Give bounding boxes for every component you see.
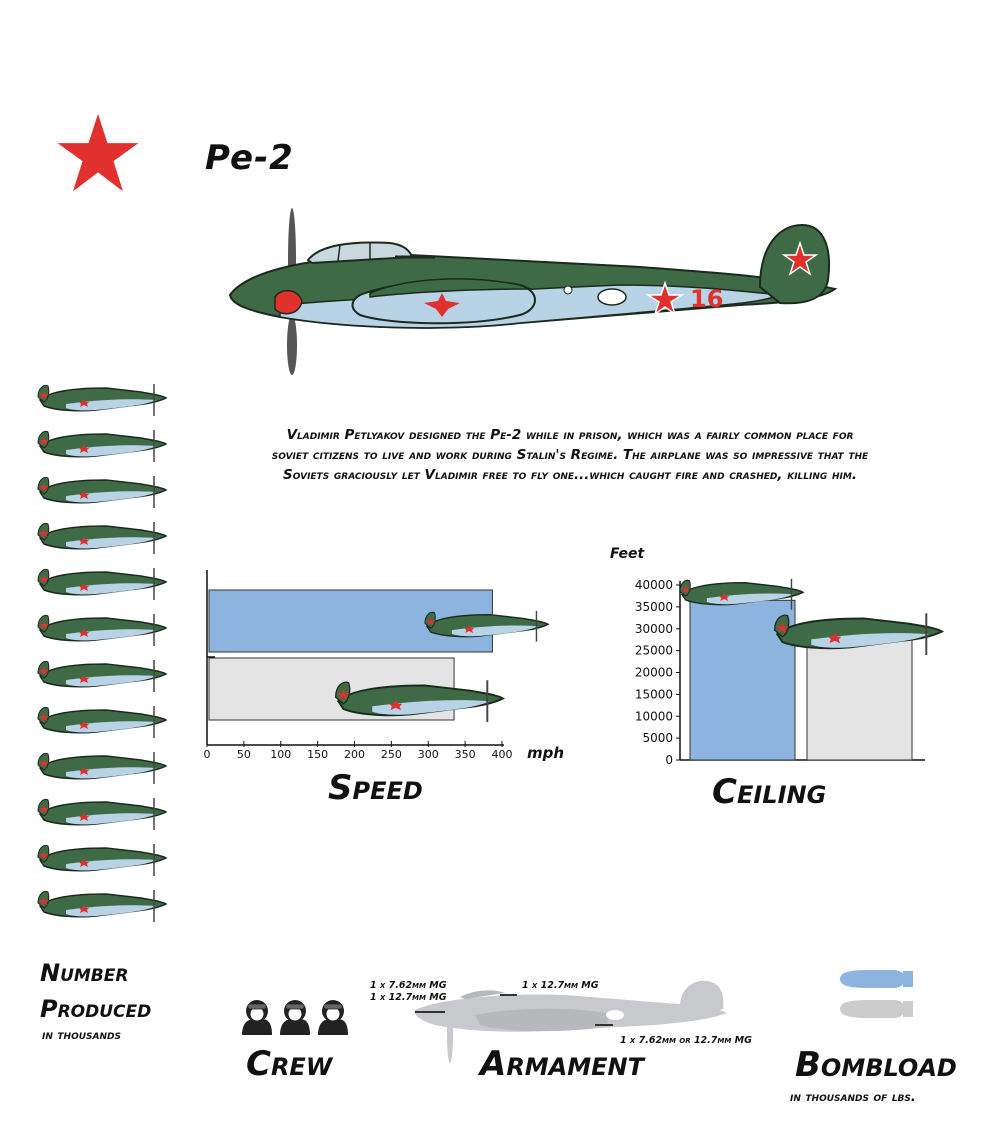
produced-plane-icon bbox=[38, 752, 166, 784]
description bbox=[180, 425, 960, 485]
ceiling-tick-label: 40000 bbox=[634, 578, 673, 592]
number-produced-line-2: Produced bbox=[40, 995, 152, 1023]
description-line-3: Soviets graciously let Vladimir free to fly one...which caught fire and crashed, killing him. bbox=[283, 467, 857, 483]
produced-plane-icon bbox=[38, 660, 166, 692]
produced-plane-icon bbox=[38, 476, 166, 508]
armament-label: Armament bbox=[480, 1044, 644, 1084]
speed-tick-label: 200 bbox=[344, 748, 365, 761]
soviet-star-icon bbox=[55, 112, 141, 194]
pilot-icon bbox=[318, 1000, 348, 1035]
ceiling-chart bbox=[600, 540, 950, 770]
crew-label: Crew bbox=[246, 1044, 333, 1084]
produced-plane-icon bbox=[38, 890, 166, 922]
ceiling-bar bbox=[807, 634, 912, 760]
produced-plane-icon bbox=[38, 430, 166, 462]
ceiling-tick-label: 20000 bbox=[634, 665, 673, 680]
number-produced-line-3: in thousands bbox=[42, 1028, 121, 1043]
page-title: Pe-2 bbox=[205, 138, 294, 178]
pe2-illustration bbox=[220, 205, 850, 375]
speed-tick-label: 300 bbox=[417, 748, 439, 761]
produced-plane-icon bbox=[38, 706, 166, 738]
number-produced-line-1: Number bbox=[40, 959, 129, 987]
ceiling-tick-label: 30000 bbox=[634, 621, 673, 636]
bomb-icon bbox=[840, 970, 913, 988]
speed-tick-label: 150 bbox=[307, 748, 329, 761]
ceiling-chart-title: Ceiling bbox=[712, 772, 827, 812]
description-line-2: soviet citizens to live and work during Stalin's Regime. The airplane was so impressive that the bbox=[271, 447, 869, 463]
crew-icons bbox=[238, 995, 368, 1035]
description-line-1: Vladimir Petlyakov designed the Pe-2 while in prison, which was a fairly common place for bbox=[286, 427, 854, 443]
pilot-icon bbox=[280, 1000, 310, 1035]
ceiling-tick-label: 35000 bbox=[634, 599, 673, 614]
speed-tick-label: 250 bbox=[380, 748, 402, 761]
ceiling-tick-label: 25000 bbox=[634, 643, 673, 658]
armament-note-nose-2: 1 x 12.7mm MG bbox=[370, 992, 447, 1003]
number-produced-icons bbox=[36, 380, 171, 940]
speed-tick-label: 50 bbox=[236, 748, 251, 761]
bomb-icons bbox=[835, 965, 920, 1020]
speed-tick-label: 350 bbox=[454, 748, 476, 761]
ceiling-tick-label: 0 bbox=[665, 753, 673, 767]
armament-note-nose-1: 1 x 7.62mm MG bbox=[370, 980, 447, 991]
speed-chart-title: Speed bbox=[328, 768, 423, 808]
produced-plane-icon bbox=[38, 568, 166, 600]
speed-tick-label: 0 bbox=[203, 748, 211, 761]
ceiling-tick-label: 10000 bbox=[634, 709, 673, 724]
ceiling-tick-label: 15000 bbox=[634, 687, 673, 702]
armament-note-dorsal: 1 x 12.7mm MG bbox=[522, 980, 599, 991]
bomb-icon bbox=[840, 1000, 913, 1018]
ceiling-tick-label: 5000 bbox=[642, 731, 673, 746]
tail-number: 16 bbox=[690, 285, 724, 313]
produced-plane-icon bbox=[38, 844, 166, 876]
speed-chart bbox=[195, 565, 585, 770]
speed-tick-label: 100 bbox=[270, 748, 292, 761]
speed-tick-label: 400 bbox=[491, 748, 513, 761]
speed-unit-label: mph bbox=[527, 744, 565, 762]
bombload-label: Bombload bbox=[795, 1045, 957, 1085]
armament-note-ventral: 1 x 7.62mm or 12.7mm MG bbox=[620, 1035, 752, 1046]
pilot-icon bbox=[242, 1000, 272, 1035]
ceiling-unit-label: Feet bbox=[610, 546, 645, 562]
bombload-sublabel: in thousands of lbs. bbox=[790, 1090, 916, 1105]
produced-plane-icon bbox=[38, 522, 166, 554]
produced-plane-icon bbox=[38, 798, 166, 830]
produced-plane-icon bbox=[38, 384, 166, 416]
produced-plane-icon bbox=[38, 614, 166, 646]
number-produced-label bbox=[40, 955, 180, 1045]
